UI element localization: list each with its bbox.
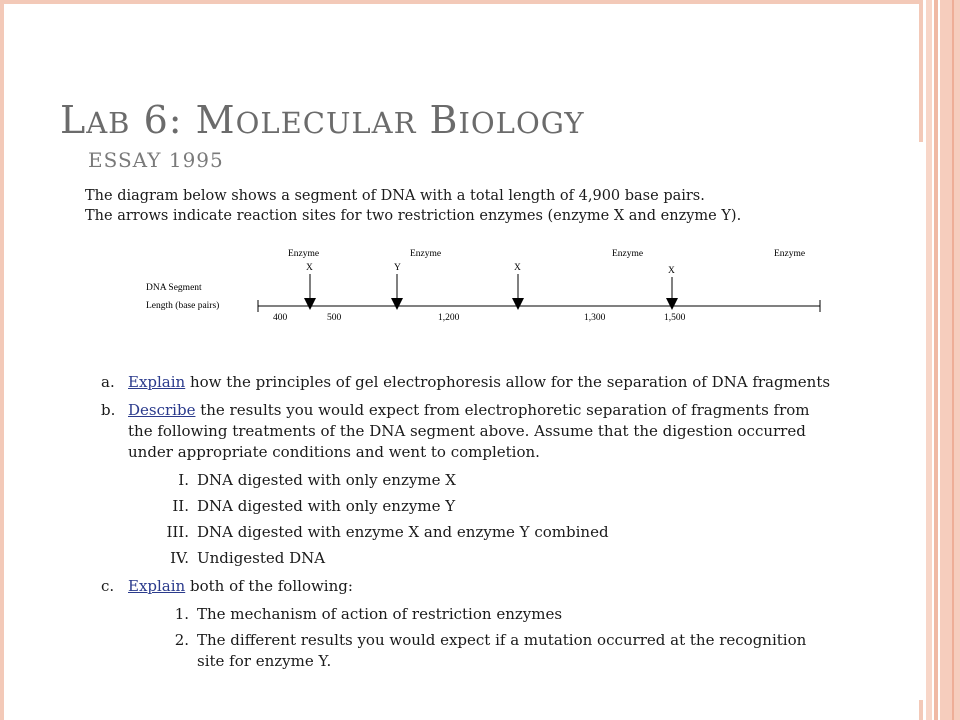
question-marker: c. — [101, 577, 115, 595]
question-a — [101, 372, 831, 393]
list-item: 2. The different results you would expect if a mutation occurred at the recognition site for enzyme Y. — [174, 631, 807, 670]
question-text: the results you would expect from electrophoretic separation of fragments from — [195, 401, 810, 419]
question-c — [101, 576, 353, 597]
site-label-x1: X — [306, 263, 313, 273]
list-item: IV. Undigested DNA — [170, 549, 326, 567]
question-verb: Explain — [128, 577, 186, 595]
dna-diagram-svg — [140, 242, 840, 326]
intro-line: The diagram below shows a segment of DNA with a total length of 4,900 base pairs. — [85, 188, 705, 204]
enzyme-label: Enzyme — [774, 249, 806, 259]
fragment-length: 1,200 — [438, 313, 460, 323]
slide-title: LAB 6: MOLECULAR BIOLOGY — [60, 98, 585, 142]
slide-subtitle: ESSAY 1995 — [88, 148, 224, 172]
slide-frame-top — [0, 0, 923, 4]
list-item: 1. The mechanism of action of restriction enzymes — [174, 605, 563, 623]
slide-frame-right — [919, 4, 923, 142]
question-text: how the principles of gel electrophoresis allow for the separation of DNA fragments — [185, 373, 831, 391]
cut-arrow-x2 — [512, 274, 524, 310]
question-text: the following treatments of the DNA segment above. Assume that the digestion occurred — [128, 422, 806, 440]
length-label: Length (base pairs) — [146, 301, 220, 311]
fragment-length: 500 — [327, 313, 342, 323]
intro-text — [85, 186, 741, 226]
site-label-x2: X — [514, 263, 521, 273]
decorative-stripe — [926, 0, 932, 720]
enzyme-label: Enzyme — [612, 249, 644, 259]
dna-diagram — [140, 242, 840, 326]
enzyme-label: Enzyme — [288, 249, 320, 259]
decorative-stripe — [952, 0, 954, 720]
dna-segment-label: DNA Segment — [146, 283, 202, 293]
question-marker: b. — [101, 401, 116, 419]
list-item: I. DNA digested with only enzyme X — [178, 471, 456, 489]
question-verb: Describe — [128, 401, 196, 419]
question-marker: a. — [101, 373, 115, 391]
cut-arrow-y — [391, 274, 403, 310]
slide-frame-left — [0, 0, 4, 720]
slide-frame-right-bottom — [919, 700, 923, 720]
list-item: III. DNA digested with enzyme X and enzyme Y combined — [166, 523, 609, 541]
enzyme-label: Enzyme — [410, 249, 442, 259]
question-verb: Explain — [128, 373, 186, 391]
site-label-y: Y — [394, 263, 401, 273]
question-text: under appropriate conditions and went to completion. — [128, 443, 540, 461]
fragment-length: 1,300 — [584, 313, 606, 323]
intro-line: The arrows indicate reaction sites for two restriction enzymes (enzyme X and enzyme Y). — [85, 208, 742, 224]
fragment-length: 1,500 — [664, 313, 686, 323]
question-text: both of the following: — [185, 577, 353, 595]
decorative-stripe — [934, 0, 938, 720]
fragment-length: 400 — [273, 313, 288, 323]
cut-arrow-x3 — [666, 277, 678, 310]
decorative-stripe — [940, 0, 960, 720]
question-b — [101, 400, 810, 463]
list-item: II. DNA digested with only enzyme Y — [172, 497, 456, 515]
site-label-x3: X — [668, 266, 675, 276]
cut-arrow-x1 — [304, 274, 316, 310]
